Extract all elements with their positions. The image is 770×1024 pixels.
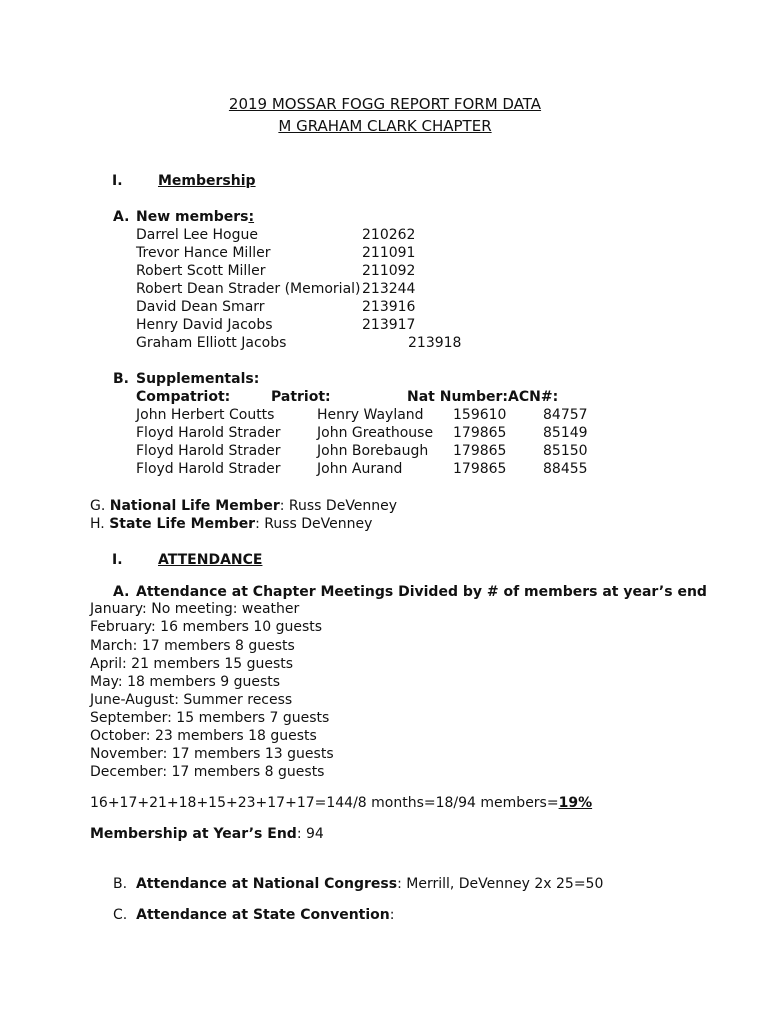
section-numeral: I.	[112, 173, 123, 189]
acn-cell: 85150	[543, 443, 588, 459]
patriot-cell: Henry Wayland	[317, 407, 424, 423]
compatriot-header: Compatriot:	[136, 389, 231, 405]
patriot-cell: John Borebaugh	[317, 443, 429, 459]
acn-cell: 88455	[543, 461, 588, 477]
member-number: 213918	[408, 335, 462, 351]
month-line: December: 17 members 8 guests	[90, 764, 325, 780]
section-numeral: I.	[112, 552, 123, 568]
membership-year-end: Membership at Year’s End: 94	[90, 826, 324, 842]
member-number: 211091	[362, 245, 416, 261]
member-number: 210262	[362, 227, 416, 243]
member-name: Robert Dean Strader (Memorial)	[136, 281, 361, 297]
patriot-header: Patriot:	[271, 389, 331, 405]
member-name: David Dean Smarr	[136, 299, 265, 315]
compatriot-cell: Floyd Harold Strader	[136, 443, 281, 459]
month-line: November: 17 members 13 guests	[90, 746, 334, 762]
member-number: 211092	[362, 263, 416, 279]
national-congress-attendance: B. Attendance at National Congress: Merrill, DeVenney 2x 25=50	[113, 876, 604, 892]
member-name: Darrel Lee Hogue	[136, 227, 258, 243]
patriot-cell: John Aurand	[317, 461, 403, 477]
document-title: 2019 MOSSAR FOGG REPORT FORM DATA	[228, 95, 542, 113]
chapter-attendance-label: Attendance at Chapter Meetings Divided by # of members at year’s end	[136, 584, 707, 600]
member-name: Henry David Jacobs	[136, 317, 273, 333]
month-line: March: 17 members 8 guests	[90, 638, 295, 654]
nat-number-cell: 179865	[453, 461, 507, 477]
attendance-calculation: 16+17+21+18+15+23+17+17=144/8 months=18/94 members=19%	[90, 795, 593, 811]
month-line: October: 23 members 18 guests	[90, 728, 317, 744]
state-convention-attendance: C. Attendance at State Convention:	[113, 907, 395, 923]
month-line: April: 21 members 15 guests	[90, 656, 294, 672]
month-line: May: 18 members 9 guests	[90, 674, 281, 690]
acn-cell: 85149	[543, 425, 588, 441]
month-line: February: 16 members 10 guests	[90, 619, 323, 635]
month-line: June-August: Summer recess	[90, 692, 293, 708]
member-name: Robert Scott Miller	[136, 263, 266, 279]
membership-heading: Membership	[158, 173, 256, 189]
chapter-attendance-letter: A.	[113, 584, 130, 600]
patriot-cell: John Greathouse	[317, 425, 434, 441]
new-members-letter: A.	[113, 209, 130, 225]
nat-number-cell: 179865	[453, 425, 507, 441]
chapter-title: M GRAHAM CLARK CHAPTER	[278, 117, 492, 135]
state-life-member: H. State Life Member: Russ DeVenney	[90, 516, 373, 532]
nat-number-header: Nat Number:ACN#:	[407, 389, 559, 405]
month-line: September: 15 members 7 guests	[90, 710, 330, 726]
nat-number-cell: 159610	[453, 407, 507, 423]
member-name: Trevor Hance Miller	[136, 245, 271, 261]
acn-cell: 84757	[543, 407, 588, 423]
national-life-member: G. National Life Member: Russ DeVenney	[90, 498, 398, 514]
month-line: January: No meeting: weather	[90, 601, 300, 617]
compatriot-cell: Floyd Harold Strader	[136, 461, 281, 477]
attendance-heading: ATTENDANCE	[158, 552, 263, 568]
compatriot-cell: John Herbert Coutts	[136, 407, 275, 423]
member-name: Graham Elliott Jacobs	[136, 335, 287, 351]
member-number: 213917	[362, 317, 416, 333]
supplementals-letter: B.	[113, 371, 129, 387]
member-number: 213916	[362, 299, 416, 315]
attendance-percent: 19%	[558, 795, 593, 811]
nat-number-cell: 179865	[453, 443, 507, 459]
member-number: 213244	[362, 281, 416, 297]
new-members-label: New members:	[136, 209, 255, 225]
compatriot-cell: Floyd Harold Strader	[136, 425, 281, 441]
supplementals-label: Supplementals:	[136, 371, 260, 387]
